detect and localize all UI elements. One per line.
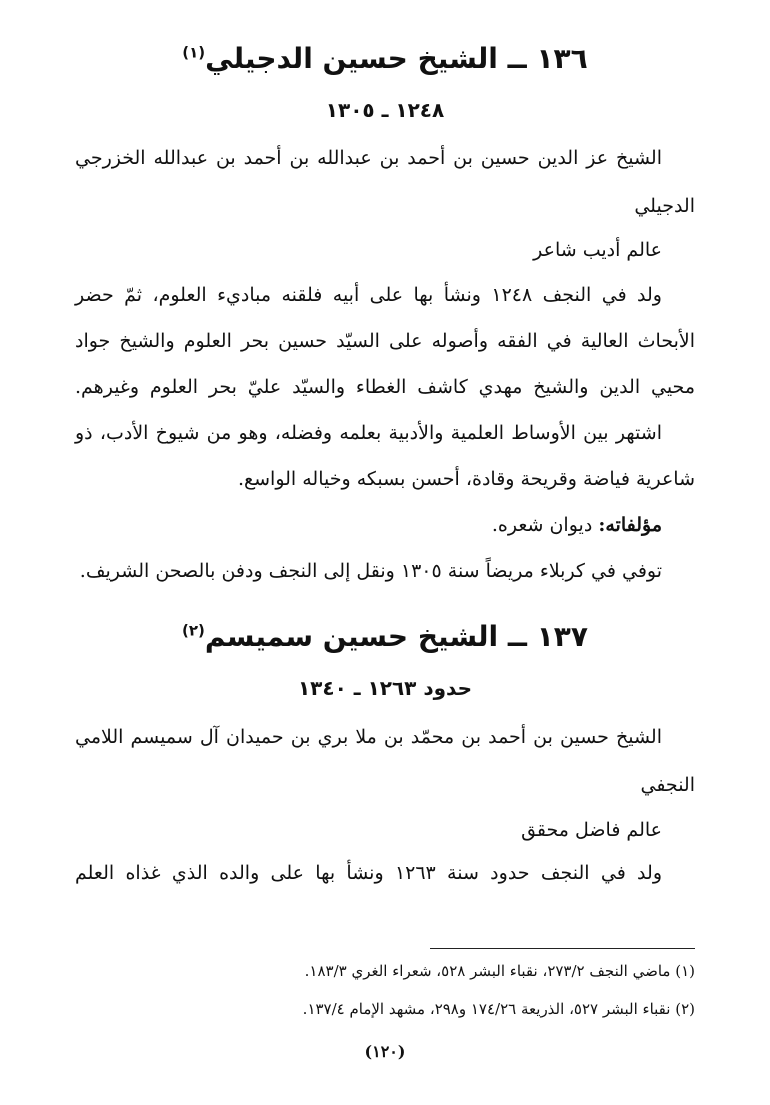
paragraph-line: الشيخ حسين بن أحمد بن محمّد بن ملا بري بن حميدان آل سميسم اللامي	[75, 726, 662, 748]
entry-years-137: حدود ١٢٦٣ ـ ١٣٤٠	[297, 676, 473, 700]
works-line	[75, 510, 662, 540]
entry-number: ١٣٧	[536, 620, 588, 653]
footnote-divider	[430, 948, 695, 949]
works-label: مؤلفاته:	[598, 514, 662, 536]
entry-years-136: ١٢٤٨ ـ ١٣٠٥	[325, 98, 445, 122]
death-line: توفي في كربلاء مريضاً سنة ١٣٠٥ ونقل إلى النجف ودفن بالصحن الشريف.	[79, 560, 662, 582]
entry-dash: ــ	[507, 620, 527, 653]
entry-name: الشيخ حسين سميسم	[204, 620, 499, 653]
paragraph-line: النجفي	[640, 774, 695, 796]
footnote-ref: (٢)	[182, 621, 205, 640]
works-text: ديوان شعره.	[491, 514, 599, 536]
paragraph-line: محيي الدين والشيخ مهدي كاشف الغطاء والسيّد عليّ بحر العلوم وغيرهم.	[75, 376, 695, 398]
footnote-ref: (١)	[182, 43, 206, 62]
entry-heading-136	[0, 42, 770, 75]
footnote-2: (٢) نقباء البشر ٥٢٧، الذريعة ١٧٤/٢٦ و٢٩٨، مشهد الإمام ١٣٧/٤.	[302, 1000, 695, 1018]
footnote-1: (١) ماضي النجف ٢٧٣/٢، نقباء البشر ٥٢٨، شعراء الغري ١٨٣/٣.	[304, 962, 695, 980]
paragraph-line: ولد في النجف حدود سنة ١٢٦٣ ونشأ بها على والده الذي غذاه العلم	[75, 862, 662, 884]
page-number: (١٢٠)	[364, 1042, 406, 1061]
paragraph-line: شاعرية فياضة وقريحة وقادة، أحسن بسبكه وخياله الواسع.	[237, 468, 695, 490]
paragraph-line: الأبحاث العالية في الفقه وأصوله على السيّد حسين بحر العلوم والشيخ جواد	[75, 330, 695, 352]
paragraph-line: اشتهر بين الأوساط العلمية والأدبية بعلمه وفضله، وهو من شيوخ الأدب، ذو	[75, 422, 662, 444]
paragraph-line: الدجيلي	[634, 195, 695, 217]
entry-dash: ــ	[507, 42, 527, 75]
entry-heading-137	[0, 620, 770, 653]
paragraph-line: ولد في النجف ١٢٤٨ ونشأ بها على أبيه فلقنه مباديء العلوم، ثمّ حضر	[75, 284, 662, 306]
description-line: عالم أديب شاعر	[533, 239, 662, 261]
description-line: عالم فاضل محقق	[521, 819, 662, 841]
entry-name: الشيخ حسين الدجيلي	[205, 42, 498, 75]
entry-number: ١٣٦	[536, 42, 588, 75]
paragraph-line: الشيخ عز الدين حسين بن أحمد بن عبدالله بن أحمد بن عبدالله الخزرجي	[75, 147, 662, 169]
